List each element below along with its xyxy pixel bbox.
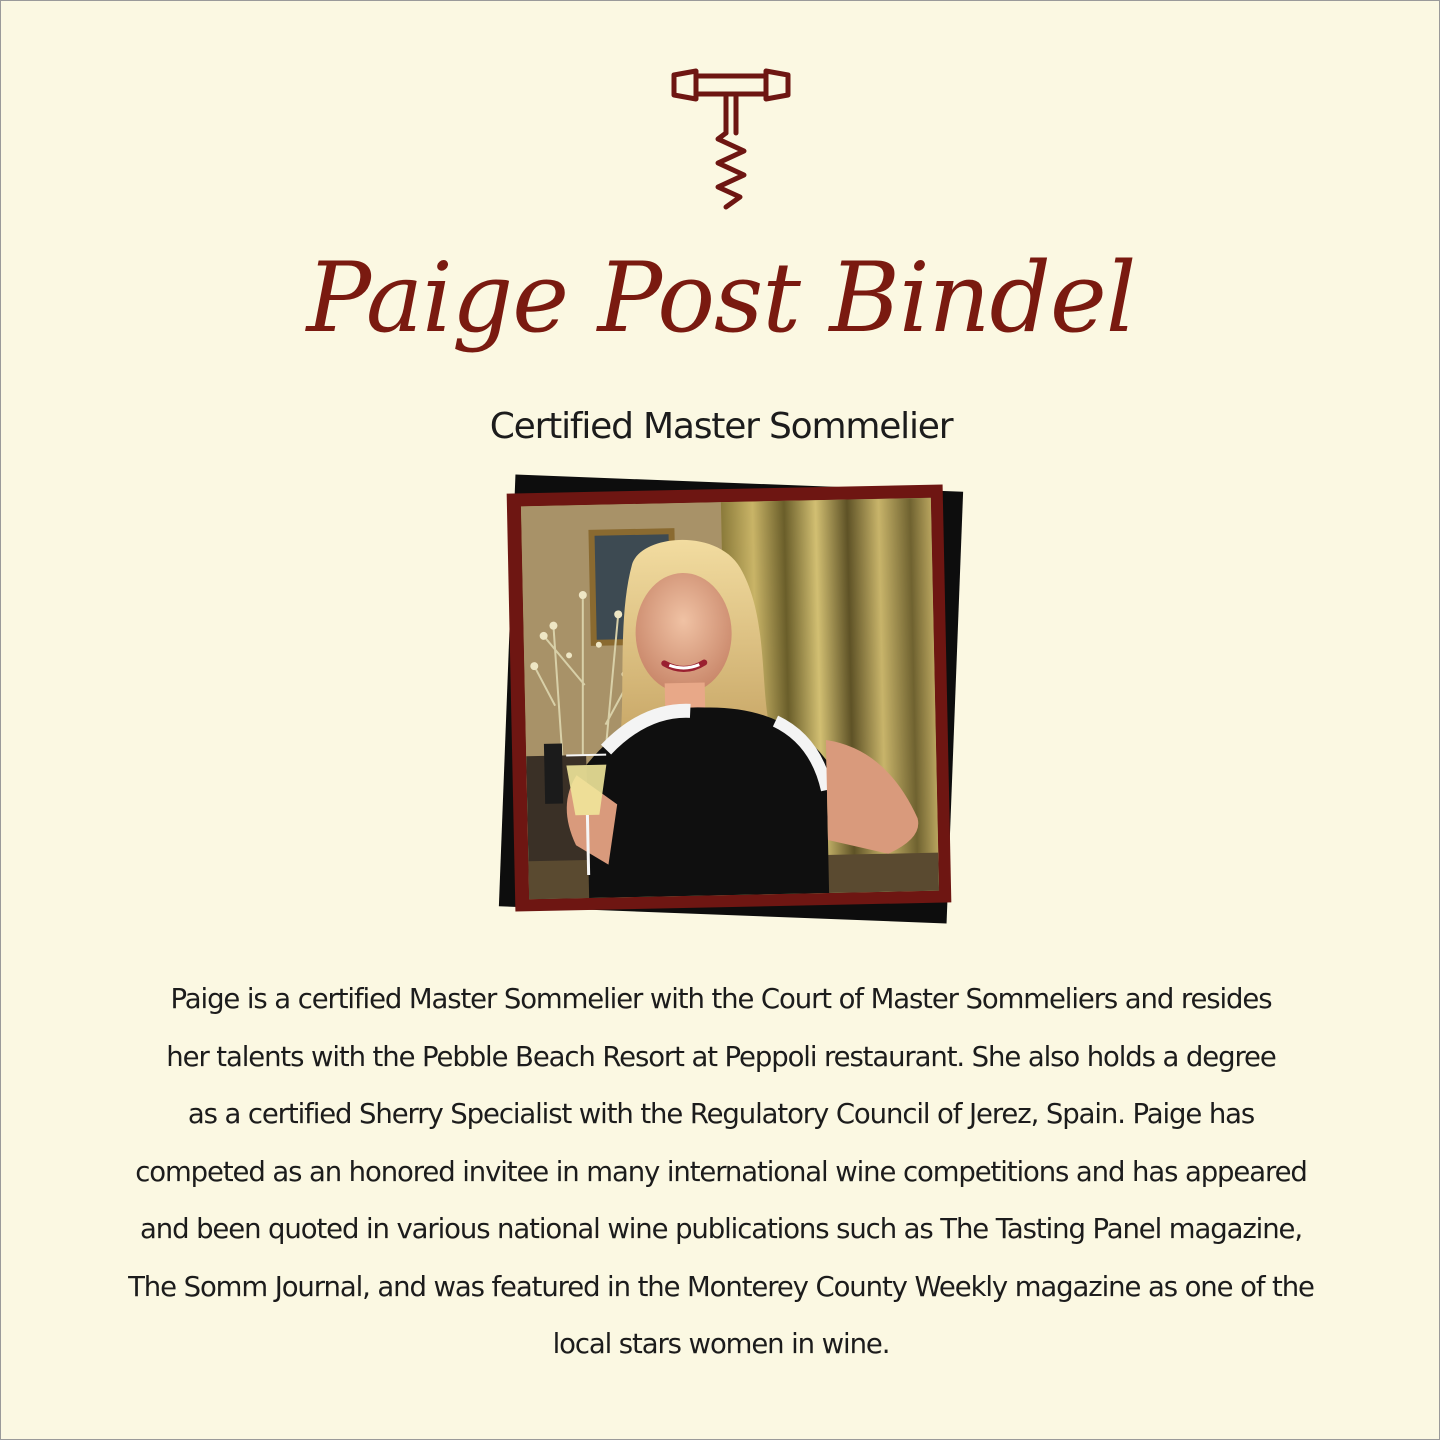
- person-name: Paige Post Bindel: [306, 242, 1136, 354]
- corkscrew-icon: [656, 63, 806, 215]
- person-title: Certified Master Sommelier: [489, 406, 953, 447]
- portrait-illustration: [521, 498, 939, 900]
- bio-paragraph: [121, 971, 1321, 1374]
- bio-line: The Somm Journal, and was featured in the Monterey County Weekly magazine as one of the: [128, 1270, 1314, 1303]
- bio-line: local stars women in wine.: [552, 1328, 890, 1360]
- portrait-photo: [521, 498, 939, 900]
- bio-line: and been quoted in various national wine publications such as The Tasting Panel magazine,: [140, 1213, 1302, 1245]
- portrait-frame: [499, 471, 965, 929]
- bio-line: her talents with the Pebble Beach Resort at Peppoli restaurant. She also holds a degree: [166, 1040, 1276, 1073]
- bio-line: Paige is a certified Master Sommelier with the Court of Master Sommeliers and resides: [170, 983, 1272, 1015]
- bio-line: as a certified Sherry Specialist with the Regulatory Council of Jerez, Spain. Paige has: [187, 1098, 1255, 1130]
- bio-line: competed as an honored invitee in many international wine competitions and has appeared: [135, 1155, 1307, 1188]
